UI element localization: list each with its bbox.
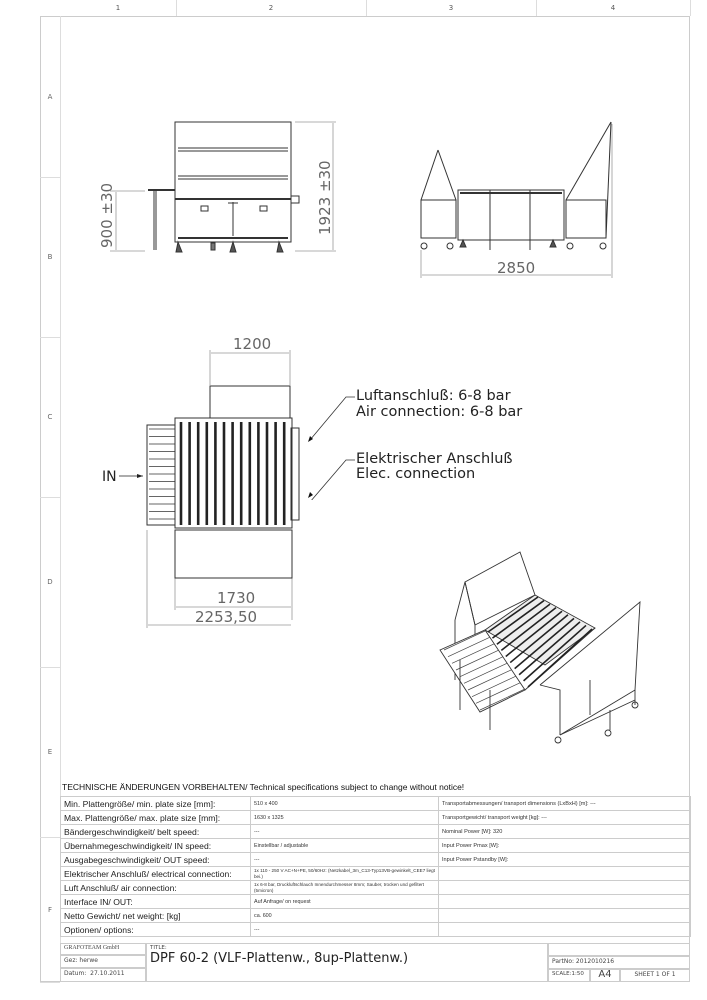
spec-value: Auf Anfrage/ on request: [251, 895, 439, 909]
callout-air-en: Air connection: 6-8 bar: [356, 404, 523, 420]
company-name: GRAFOTEAM GmbH: [60, 943, 146, 955]
spec-row: [61, 811, 691, 825]
spec-label: Interface IN/ OUT:: [61, 895, 251, 909]
title-label: TITLE:: [150, 945, 167, 951]
zone-row-b: [40, 177, 60, 338]
spec-label: Ausgabegeschwindigkeit/ OUT speed:: [61, 853, 251, 867]
spec-extra: [439, 881, 691, 895]
spec-extra: [439, 909, 691, 923]
date-label: Datum:: [64, 970, 87, 977]
spec-row: [61, 839, 691, 853]
scale: SCALE:1:50: [548, 969, 590, 982]
zone-column-2: 2: [176, 0, 367, 16]
spec-label: Luft Anschluß/ air connection:: [61, 881, 251, 895]
spec-value: ---: [251, 923, 439, 937]
callout-air-de: Luftanschluß: 6-8 bar: [356, 388, 511, 404]
top-view: [95, 330, 305, 630]
dim-infeed-height: 900 ±30: [98, 182, 116, 248]
spec-label: Übernahmegeschwindigkeit/ IN speed:: [61, 839, 251, 853]
zone-row-c: [40, 337, 60, 498]
spec-extra: Nominal Power [W]: 320: [439, 825, 691, 839]
part-number: PartNo: 2012010216: [548, 956, 690, 969]
spec-notice: TECHNISCHE ÄNDERUNGEN VORBEHALTEN/ Technical specifications subject to change without notice!: [62, 782, 465, 792]
callout-leaders: [290, 380, 360, 500]
zone-row-c-label: C: [47, 413, 53, 421]
spec-extra: Input Power Pstandby [W]:: [439, 853, 691, 867]
zone-column-3: 3: [366, 0, 537, 16]
spec-row: [61, 867, 691, 881]
title-block-empty: [548, 943, 690, 956]
paper-size: A4: [590, 969, 620, 982]
drawing-title: DPF 60-2 (VLF-Plattenw., 8up-Plattenw.): [150, 951, 409, 966]
spec-value: 1x 110 - 250 V AC+N+PE, 50/60Hz: (Netzkabel_3m_C13-Typ13VB-gewinkelt_CEE7 liegt bei.): [251, 867, 439, 881]
zone-row-b-label: B: [47, 253, 53, 261]
spec-extra: [439, 867, 691, 881]
spec-extra: Transportgewicht/ transport weight [kg]: ---: [439, 811, 691, 825]
zone-row-a: [40, 16, 60, 178]
spec-value: ca. 600: [251, 909, 439, 923]
spec-row: [61, 895, 691, 909]
title-cell: [146, 943, 548, 982]
zone-row-f: [40, 837, 60, 983]
zone-row-d-label: D: [47, 578, 53, 586]
zone-column-1: 1: [60, 0, 177, 16]
spec-label: Max. Plattengröße/ max. plate size [mm]:: [61, 811, 251, 825]
callout-elec-de: Elektrischer Anschluß: [356, 451, 513, 467]
roller-bars: [181, 422, 284, 525]
spec-table: [60, 796, 691, 937]
zone-row-a-label: A: [47, 92, 53, 101]
zone-row-f-label: F: [47, 905, 53, 914]
date-cell: [60, 968, 146, 982]
spec-extra: [439, 923, 691, 937]
spec-row: [61, 881, 691, 895]
side-view: [400, 110, 630, 280]
spec-row: [61, 853, 691, 867]
callout-elec-en: Elec. connection: [356, 466, 476, 482]
spec-value: ---: [251, 825, 439, 839]
spec-value: 1x 6-8 bar, Druckluftschlauch Innendurchmesser 8mm; Sauber, trocken und gefiltert (5micron): [251, 881, 439, 895]
spec-value: 1630 x 1325: [251, 811, 439, 825]
in-arrow-head: [137, 474, 143, 478]
zone-row-e: [40, 667, 60, 838]
sheet-number: SHEET 1 OF 1: [620, 969, 690, 982]
dim-top-width: 1200: [233, 335, 272, 353]
spec-extra: Input Power Pmax [W]:: [439, 839, 691, 853]
spec-label: Netto Gewicht/ net weight: [kg]: [61, 909, 251, 923]
dim-length: 2850: [497, 259, 536, 277]
zone-column-4: 4: [536, 0, 691, 16]
spec-label: Optionen/ options:: [61, 923, 251, 937]
spec-label: Min. Plattengröße/ min. plate size [mm]:: [61, 797, 251, 811]
spec-extra: Transportabmessungen/ transport dimensions (LxBxH) [m]: ---: [439, 797, 691, 811]
spec-label: Elektrischer Anschluß/ electrical connection:: [61, 867, 251, 881]
spec-row: [61, 909, 691, 923]
spec-label: Bändergeschwindigkeit/ belt speed:: [61, 825, 251, 839]
dim-total-width: 2253,50: [195, 608, 258, 626]
dim-total-height: 1923 ±30: [316, 160, 334, 235]
spec-value: Einstellbar / adjustable: [251, 839, 439, 853]
spec-value: 510 x 400: [251, 797, 439, 811]
spec-row: [61, 923, 691, 937]
spec-extra: [439, 895, 691, 909]
zone-row-e-label: E: [47, 748, 53, 756]
in-label: IN: [102, 469, 117, 485]
spec-row: [61, 797, 691, 811]
dim-inner-width: 1730: [217, 589, 256, 607]
date-value: 27.10.2011: [90, 970, 125, 977]
spec-row: [61, 825, 691, 839]
drawn-by: Gez: herwe: [60, 955, 146, 968]
isometric-view: [430, 540, 650, 760]
zone-row-d: [40, 497, 60, 668]
spec-value: ---: [251, 853, 439, 867]
infeed-bars: [149, 429, 175, 519]
front-view: [90, 110, 350, 270]
